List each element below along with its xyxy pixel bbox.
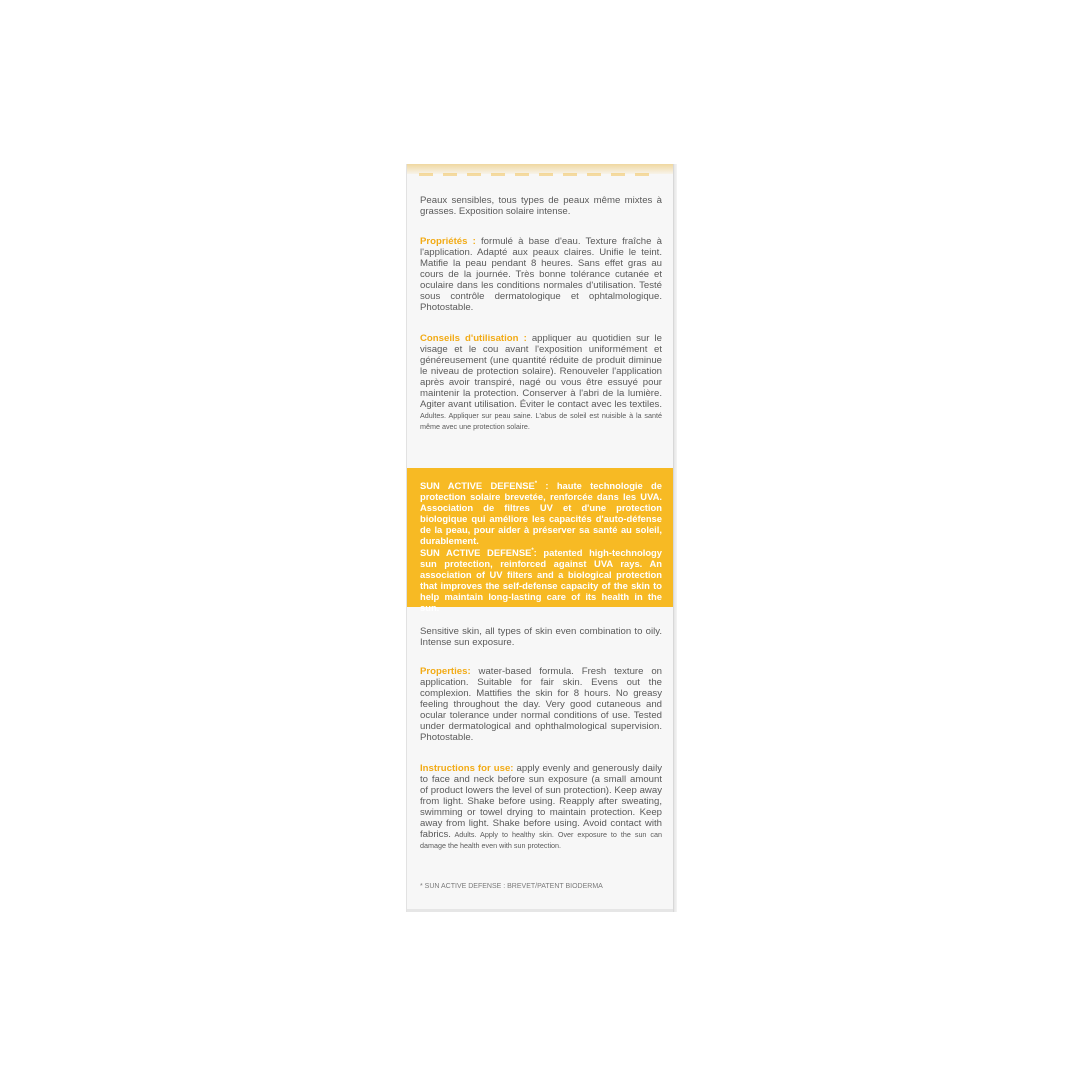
fr-usage-small-print: Adultes. Appliquer sur peau saine. L'abus de soleil est nuisible à la santé même avec une protection solaire. [420,411,662,431]
fr-intro: Peaux sensibles, tous types de peaux même mixtes à grasses. Exposition solaire intense. [420,195,662,217]
band-en-brand: SUN ACTIVE DEFENSE [420,547,532,558]
en-usage-text: apply evenly and generously daily to face and neck before sun exposure (a small amount of product lowers the level of sun protection). Keep away from light. Shake before using. Reapply after sweating, swimming or towel drying to maintain protection. Keep away from light. Shake before using. Avoid contact with fabrics. [420,763,662,840]
patent-footnote: * SUN ACTIVE DEFENSE : BREVET/PATENT BIODERMA [420,883,603,890]
box-bottom-edge [407,909,673,912]
en-intro-text [420,626,662,648]
sunscreen-box-back-panel [406,164,674,912]
fr-properties-label: Propriétés : [420,236,476,247]
band-en-text [420,547,662,613]
fr-properties-text: formulé à base d'eau. Texture fraîche à l'application. Adapté aux peaux claires. Unifie le teint. Matifie la peau pendant 8 heures. Sans effet gras au cours de la journée. Très bonne tolérance cutanée et oculaire dans les conditions normales d'utilisation. Testé sous contrôle dermatologique et ophtalmologique. Photostable. [420,236,662,313]
fr-intro-text [420,195,662,217]
band-fr-sup: * [534,480,538,487]
en-intro: Sensitive skin, all types of skin even combination to oily. Intense sun exposure. [420,626,662,648]
fr-usage-section [420,333,662,432]
sun-active-defense-band [407,468,673,613]
en-properties-text: water-based formula. Fresh texture on application. Suitable for fair skin. Evens out the complexion. Mattifies the skin for 8 hours. No greasy feeling throughout the day. Very good cutaneous and ocular tolerance under normal conditions of use. Tested under dermatological and ophthalmological supervision. Photostable. [420,666,662,743]
fr-usage-text: appliquer au quotidien sur le visage et le cou avant l'exposition uniformément et généreusement (une quantité réduite de produit diminue le niveau de protection solaire). Renouveler l'application après avoir transpiré, nagé ou vous être essuyé pour maintenir la protection. Conserver à l'abri de la lumière. Agiter avant utilisation. Éviter le contact avec les textiles. [420,333,662,410]
fr-usage-label: Conseils d'utilisation : [420,333,527,344]
box-top-print-strip [419,173,651,176]
band-fr-brand: SUN ACTIVE DEFENSE [420,480,535,491]
band-fr-description: : haute technologie de protection solaire brevetée, renforcée dans les UVA. Association de filtres UV et d'une protection biologique qui améliore les capacités d'auto-défense de la peau, pour aider à préserver sa santé au soleil, durablement. [420,480,663,546]
band-fr-text [420,480,662,546]
band-en-description: : patented high-technology sun protection, reinforced against UVA rays. An association of UV filters and a biological protection that improves the self-defense capacity of the skin to help maintain long-lasting care of its health in the sun. [420,547,662,613]
band-en-sup: * [531,547,534,554]
en-usage-small-print: Adults. Apply to healthy skin. Over exposure to the sun can damage the health even with sun protection. [420,830,662,850]
en-usage-label: Instructions for use: [420,763,514,774]
fr-properties-section [420,236,662,313]
en-usage-section [420,763,662,851]
en-properties-section [420,666,662,743]
en-properties-label: Properties: [420,666,471,677]
